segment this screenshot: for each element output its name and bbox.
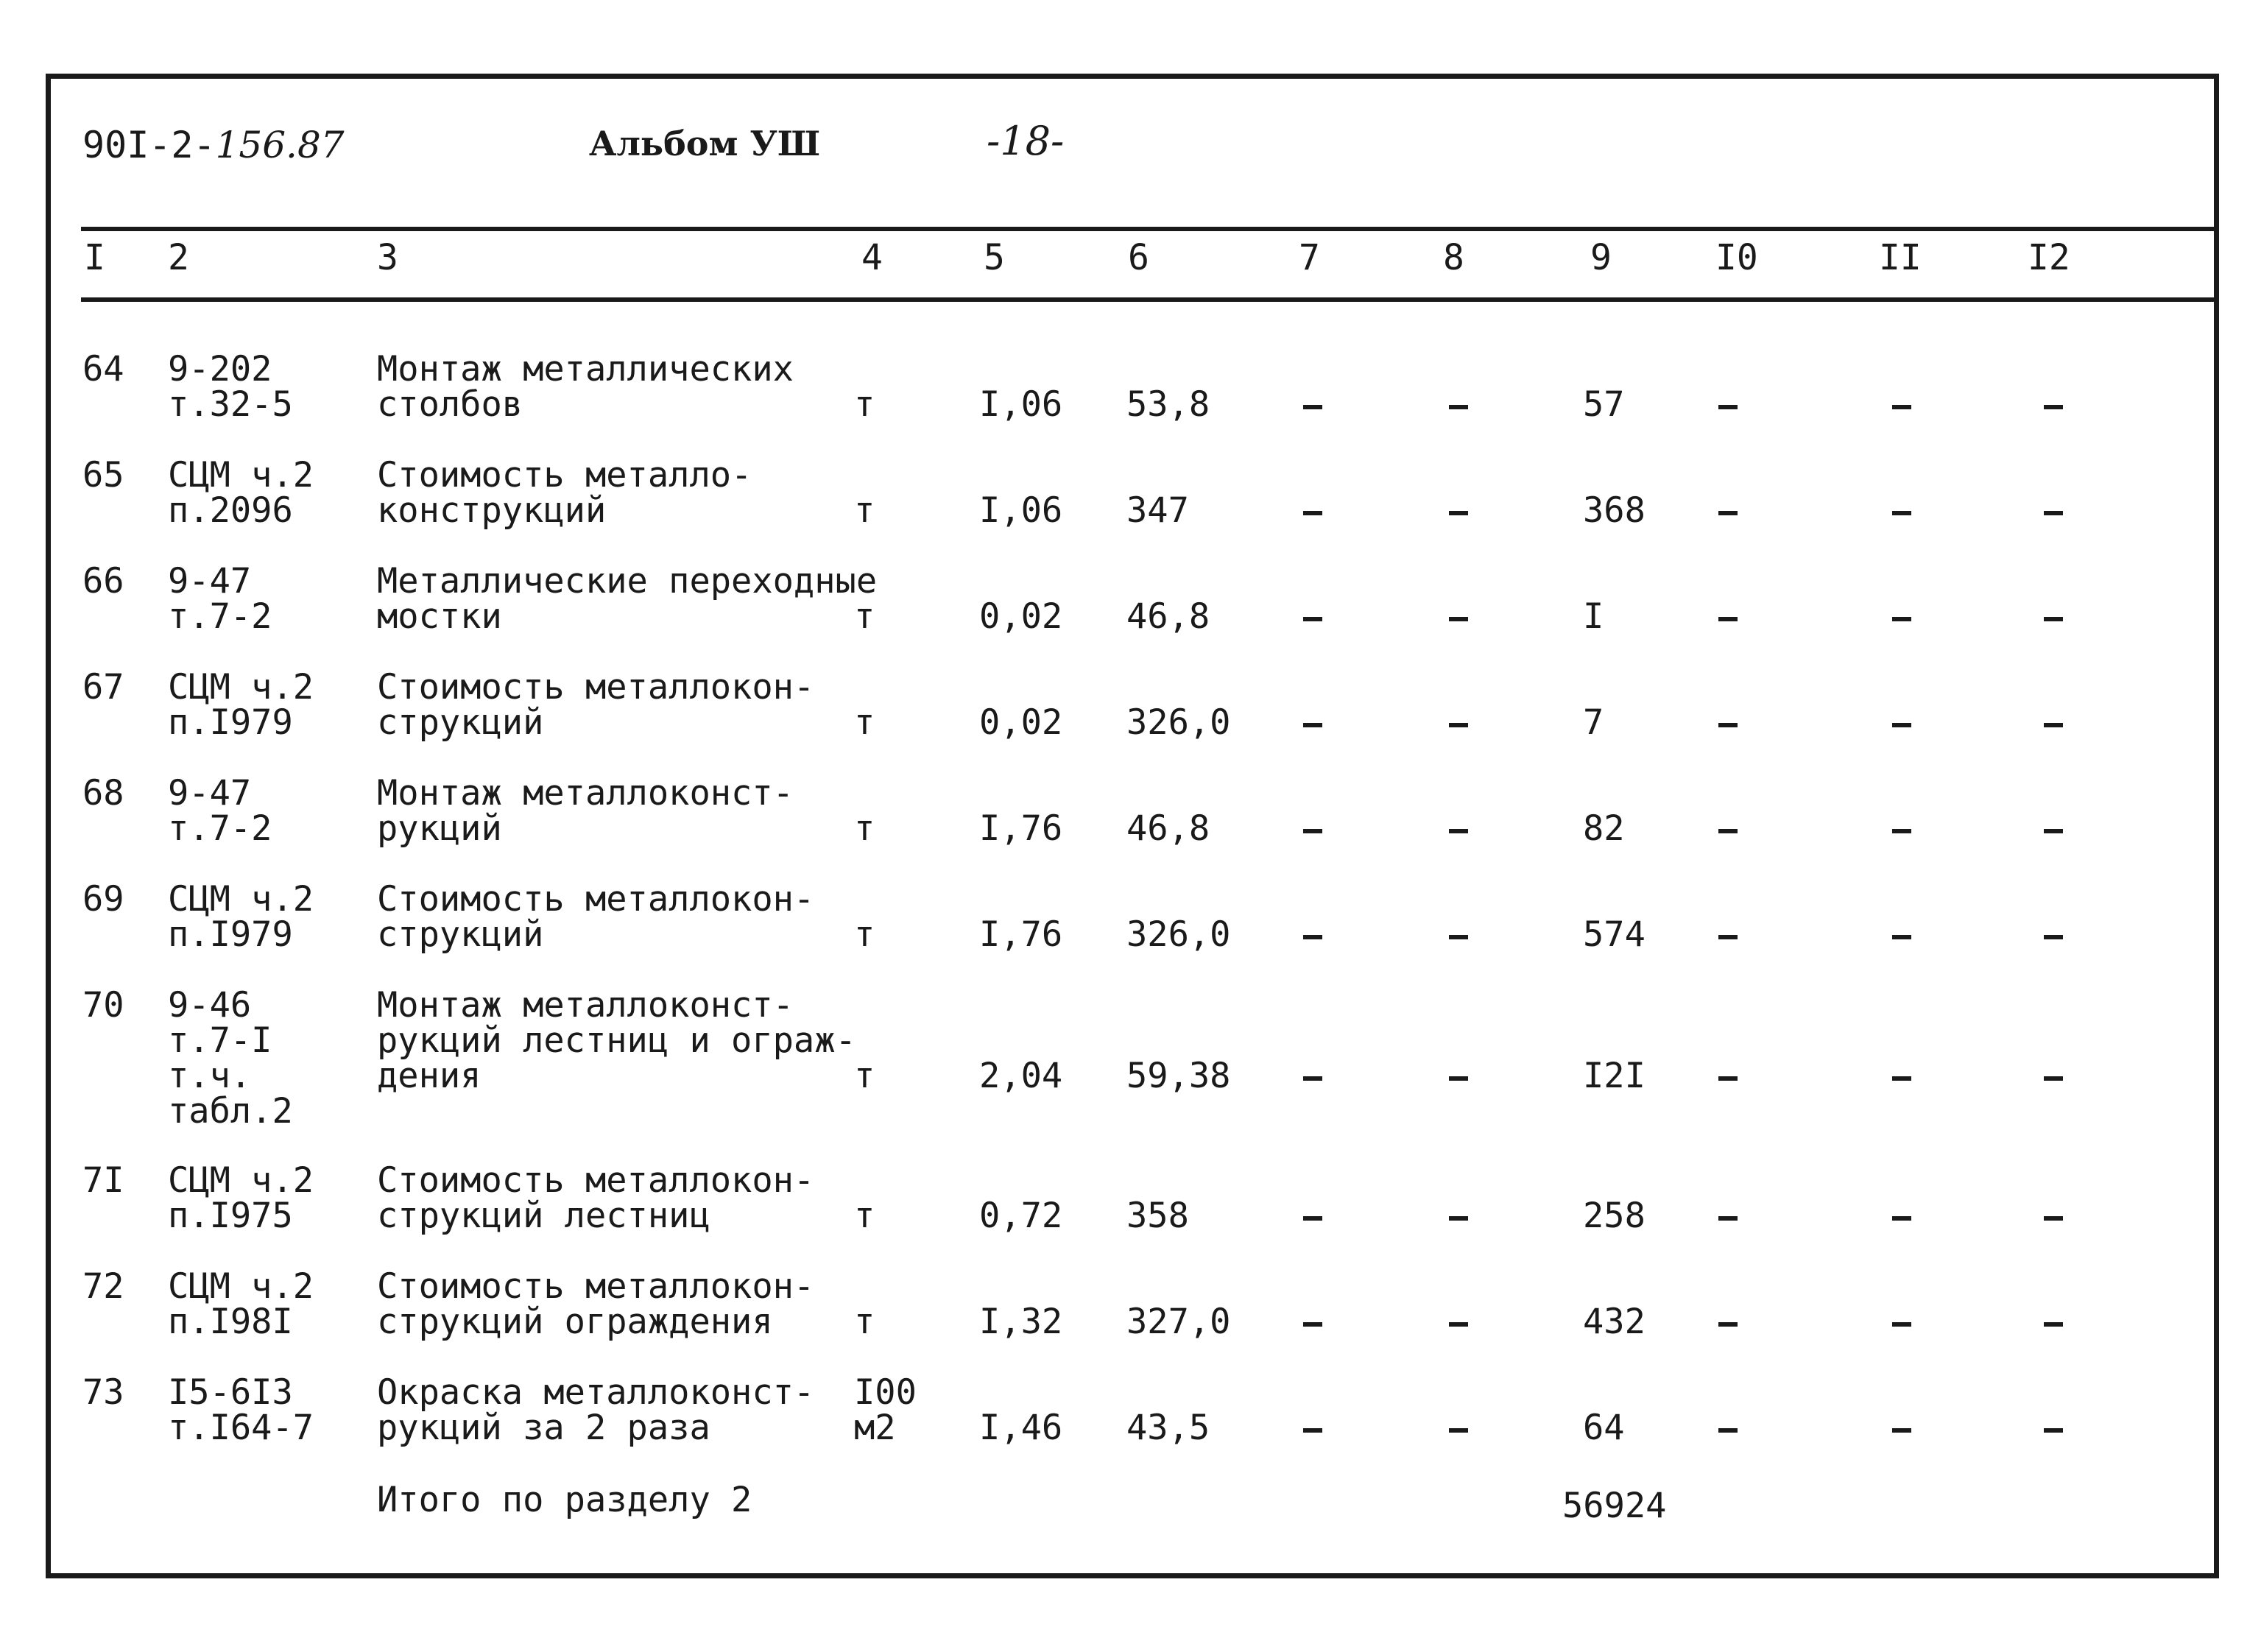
unit-price: 53,8 [1126, 384, 1210, 425]
empty-value-dash [1303, 405, 1322, 409]
empty-value-dash [1718, 617, 1738, 621]
normative-code: 9-202 т.32-5 [168, 349, 293, 425]
quantity: 0,02 [979, 596, 1063, 637]
row-number: 64 [82, 349, 124, 389]
empty-value-dash [2044, 1428, 2063, 1433]
unit: т [854, 384, 875, 425]
unit-price: 327,0 [1126, 1302, 1231, 1342]
row-number: 67 [82, 667, 124, 707]
empty-value-dash [1449, 617, 1468, 621]
empty-value-dash [1303, 829, 1322, 833]
empty-value-dash [1449, 1322, 1468, 1327]
section-total-label: Итого по разделу 2 [377, 1480, 752, 1520]
work-description: Монтаж металлоконст- рукций лестниц и ограж- дения [377, 985, 856, 1096]
normative-code: СЦМ ч.2 п.I975 [168, 1160, 314, 1236]
table-header-rule [81, 297, 2216, 302]
empty-value-dash [1718, 511, 1738, 515]
quantity: 0,02 [979, 702, 1063, 743]
column-number: 5 [984, 237, 1005, 278]
empty-value-dash [1303, 1428, 1322, 1433]
quantity: I,76 [979, 914, 1063, 955]
quantity: I,46 [979, 1408, 1063, 1448]
work-description: Стоимость металлокон- струкций [377, 879, 815, 955]
unit: т [854, 1056, 875, 1096]
quantity: 0,72 [979, 1196, 1063, 1236]
unit: т [854, 702, 875, 743]
quantity: I,06 [979, 384, 1063, 425]
section-total-value: 56924 [1562, 1486, 1667, 1526]
empty-value-dash [1718, 829, 1738, 833]
normative-code: 9-47 т.7-2 [168, 561, 272, 637]
normative-code: СЦМ ч.2 п.2096 [168, 455, 314, 531]
empty-value-dash [1303, 1322, 1322, 1327]
empty-value-dash [1718, 935, 1738, 939]
total-cost: I [1583, 596, 1604, 637]
quantity: 2,04 [979, 1056, 1063, 1096]
unit: т [854, 914, 875, 955]
unit-price: 59,38 [1126, 1056, 1231, 1096]
column-number-header [0, 237, 2261, 289]
total-cost: 64 [1583, 1408, 1625, 1448]
row-number: 66 [82, 561, 124, 601]
empty-value-dash [1892, 829, 1911, 833]
work-description: Монтаж металлических столбов [377, 349, 794, 425]
empty-value-dash [1892, 617, 1911, 621]
empty-value-dash [2044, 723, 2063, 727]
empty-value-dash [1718, 1216, 1738, 1221]
empty-value-dash [1718, 1076, 1738, 1081]
table-top-rule [81, 227, 2216, 231]
empty-value-dash [1718, 723, 1738, 727]
normative-code: 9-47 т.7-2 [168, 773, 272, 849]
normative-code: СЦМ ч.2 п.I979 [168, 879, 314, 955]
column-number: I0 [1715, 237, 1758, 278]
empty-value-dash [2044, 617, 2063, 621]
normative-code: 9-46 т.7-I т.ч. табл.2 [168, 985, 293, 1132]
column-number: I [84, 237, 105, 278]
empty-value-dash [1892, 723, 1911, 727]
document-code [82, 124, 345, 166]
unit: I00 м2 [854, 1372, 917, 1448]
empty-value-dash [2044, 1216, 2063, 1221]
empty-value-dash [1303, 935, 1322, 939]
normative-code: СЦМ ч.2 п.I98I [168, 1266, 314, 1342]
unit: т [854, 1196, 875, 1236]
empty-value-dash [2044, 1076, 2063, 1081]
total-cost: I2I [1583, 1056, 1646, 1096]
empty-value-dash [1892, 1322, 1911, 1327]
row-number: 68 [82, 773, 124, 813]
row-number: 72 [82, 1266, 124, 1307]
normative-code: I5-6I3 т.I64-7 [168, 1372, 314, 1448]
quantity: I,06 [979, 490, 1063, 531]
empty-value-dash [2044, 405, 2063, 409]
empty-value-dash [1892, 405, 1911, 409]
empty-value-dash [1303, 1216, 1322, 1221]
work-description: Стоимость металлокон- струкций лестниц [377, 1160, 815, 1236]
empty-value-dash [1303, 617, 1322, 621]
total-cost: 57 [1583, 384, 1625, 425]
empty-value-dash [1303, 1076, 1322, 1081]
document-code-prefix: 90I-2- [82, 124, 216, 166]
column-number: 2 [168, 237, 189, 278]
total-cost: 258 [1583, 1196, 1646, 1236]
empty-value-dash [1892, 1216, 1911, 1221]
unit: т [854, 490, 875, 531]
unit: т [854, 808, 875, 849]
empty-value-dash [1718, 1428, 1738, 1433]
empty-value-dash [1449, 829, 1468, 833]
column-number: 6 [1128, 237, 1149, 278]
total-cost: 574 [1583, 914, 1646, 955]
total-cost: 432 [1583, 1302, 1646, 1342]
column-number: 8 [1443, 237, 1464, 278]
unit-price: 326,0 [1126, 914, 1231, 955]
row-number: 7I [82, 1160, 124, 1201]
unit: т [854, 596, 875, 637]
column-number: I2 [2028, 237, 2070, 278]
total-cost: 82 [1583, 808, 1625, 849]
unit-price: 43,5 [1126, 1408, 1210, 1448]
empty-value-dash [1892, 935, 1911, 939]
column-number: 7 [1299, 237, 1320, 278]
unit: т [854, 1302, 875, 1342]
column-number: 3 [377, 237, 398, 278]
empty-value-dash [2044, 1322, 2063, 1327]
unit-price: 46,8 [1126, 808, 1210, 849]
empty-value-dash [1449, 1216, 1468, 1221]
empty-value-dash [1718, 405, 1738, 409]
total-cost: 368 [1583, 490, 1646, 531]
page-number: -18- [987, 118, 1065, 164]
column-number: 9 [1590, 237, 1612, 278]
empty-value-dash [2044, 829, 2063, 833]
empty-value-dash [1449, 511, 1468, 515]
unit-price: 358 [1126, 1196, 1189, 1236]
empty-value-dash [1892, 1428, 1911, 1433]
work-description: Монтаж металлоконст- рукций [377, 773, 794, 849]
row-number: 65 [82, 455, 124, 495]
quantity: I,32 [979, 1302, 1063, 1342]
normative-code: СЦМ ч.2 п.I979 [168, 667, 314, 743]
empty-value-dash [1892, 1076, 1911, 1081]
empty-value-dash [1303, 511, 1322, 515]
work-description: Окраска металлоконст- рукций за 2 раза [377, 1372, 815, 1448]
unit-price: 326,0 [1126, 702, 1231, 743]
column-number: 4 [861, 237, 883, 278]
work-description: Стоимость металлокон- струкций ограждения [377, 1266, 815, 1342]
empty-value-dash [2044, 935, 2063, 939]
quantity: I,76 [979, 808, 1063, 849]
unit-price: 46,8 [1126, 596, 1210, 637]
empty-value-dash [1449, 1428, 1468, 1433]
work-description: Стоимость металлокон- струкций [377, 667, 815, 743]
work-description: Стоимость металло- конструкций [377, 455, 752, 531]
total-cost: 7 [1583, 702, 1604, 743]
row-number: 70 [82, 985, 124, 1026]
work-description: Металлические переходные мостки [377, 561, 878, 637]
row-number: 69 [82, 879, 124, 919]
album-label: Альбом УШ [589, 124, 821, 163]
unit-price: 347 [1126, 490, 1189, 531]
column-number: II [1879, 237, 1922, 278]
empty-value-dash [1303, 723, 1322, 727]
empty-value-dash [1449, 1076, 1468, 1081]
empty-value-dash [1449, 723, 1468, 727]
empty-value-dash [1718, 1322, 1738, 1327]
empty-value-dash [1892, 511, 1911, 515]
document-code-handwritten: 156.87 [215, 124, 345, 166]
empty-value-dash [1449, 935, 1468, 939]
empty-value-dash [1449, 405, 1468, 409]
row-number: 73 [82, 1372, 124, 1413]
empty-value-dash [2044, 511, 2063, 515]
